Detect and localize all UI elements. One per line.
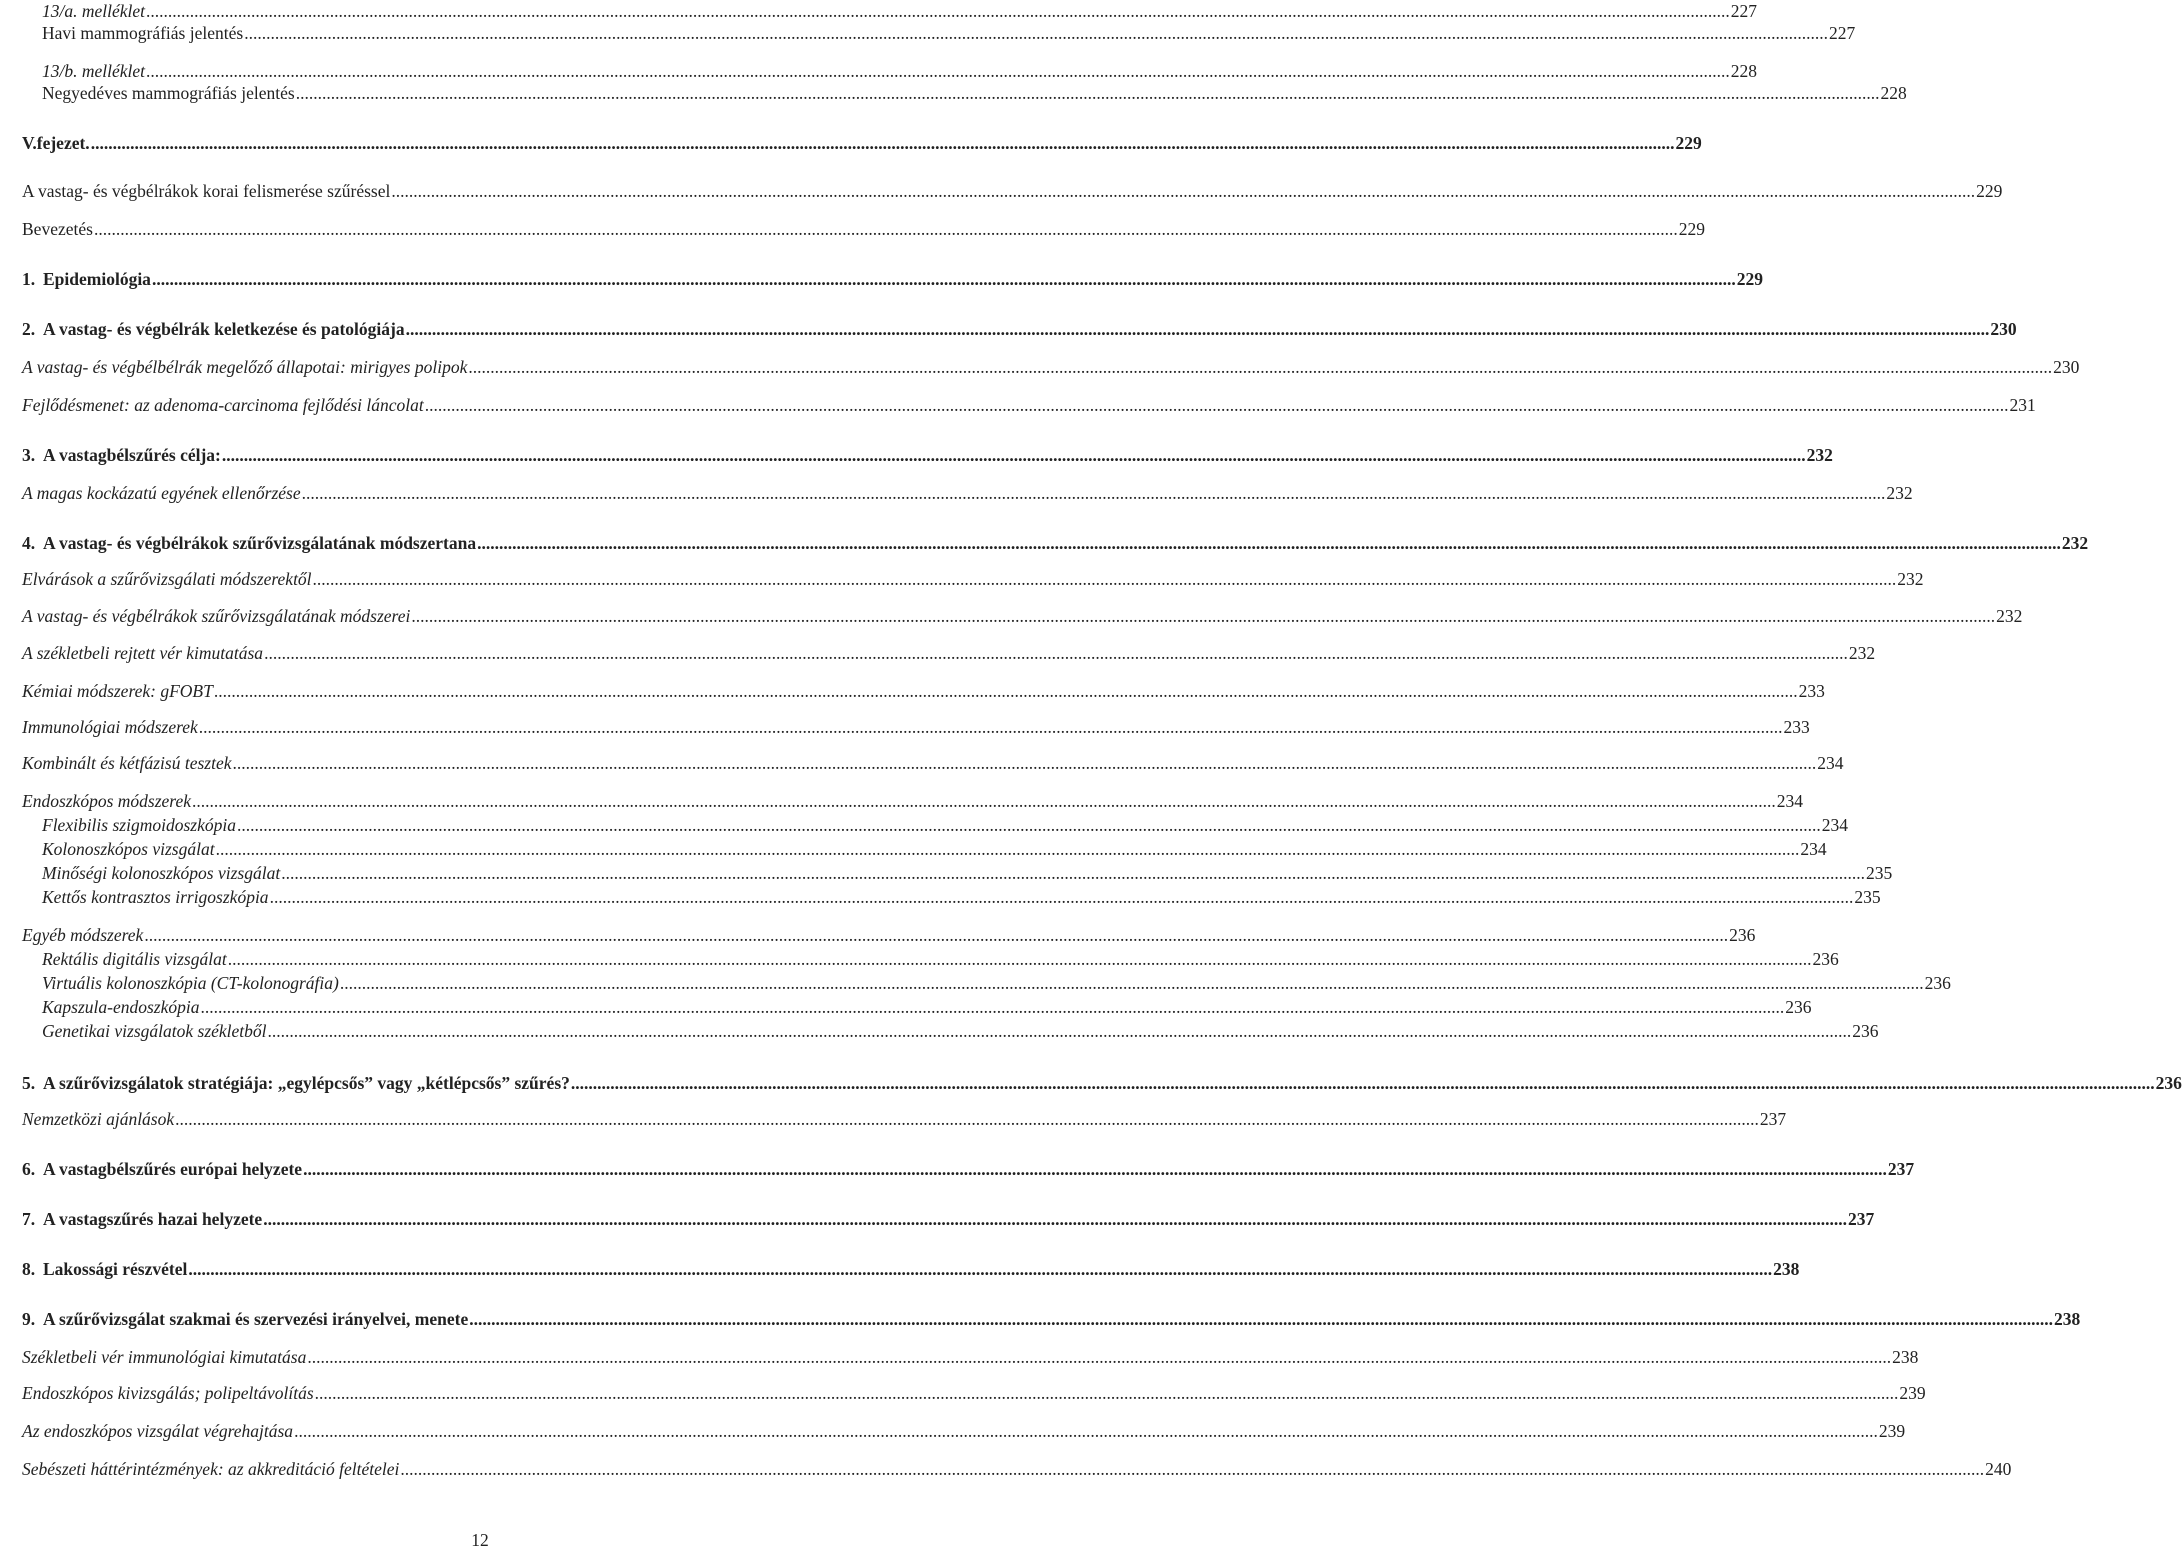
toc-entry-page: 235 bbox=[1865, 863, 1893, 883]
dot-leader bbox=[228, 948, 1812, 970]
toc-entry-title: Endoszkópos kivizsgálás; polipeltávolítás bbox=[22, 1383, 314, 1403]
toc-entry-page: 228 bbox=[1880, 83, 1907, 103]
toc-entry[interactable] bbox=[22, 1382, 1926, 1404]
dot-leader bbox=[469, 1308, 2053, 1330]
toc-entry[interactable] bbox=[42, 1020, 1879, 1042]
toc-entry-page: 229 bbox=[1976, 181, 2003, 201]
toc-entry-title: Havi mammográfiás jelentés bbox=[42, 23, 244, 43]
dot-leader bbox=[270, 886, 1854, 908]
toc-entry-title: A vastag- és végbélrák keletkezése és patológiája bbox=[43, 319, 405, 339]
dot-leader bbox=[411, 605, 1995, 627]
toc-entry[interactable] bbox=[22, 180, 2003, 202]
toc-entry[interactable] bbox=[22, 1072, 2182, 1094]
toc-entry-title: Az endoszkópos vizsgálat végrehajtása bbox=[22, 1421, 294, 1441]
toc-entry-page: 234 bbox=[1800, 839, 1827, 859]
toc-entry-page: 232 bbox=[1886, 483, 1913, 503]
toc-entry-title: Epidemiológia bbox=[43, 269, 151, 289]
dot-leader bbox=[146, 0, 1730, 22]
toc-entry-title: Flexibilis szigmoidoszkópia bbox=[42, 815, 236, 835]
toc-entry-page: 237 bbox=[1847, 1209, 1875, 1229]
dot-leader bbox=[152, 268, 1736, 290]
dot-leader bbox=[216, 838, 1800, 860]
toc-entry-page: 229 bbox=[1678, 219, 1705, 239]
toc-entry[interactable] bbox=[22, 790, 1803, 812]
dot-leader bbox=[296, 82, 1880, 104]
toc-entry-page: 233 bbox=[1798, 681, 1825, 701]
toc-entry-number: 7. bbox=[22, 1209, 36, 1229]
toc-entry-number: 6. bbox=[22, 1159, 36, 1179]
toc-entry-title: Kémiai módszerek: gFOBT bbox=[22, 681, 213, 701]
toc-entry-page: 236 bbox=[1812, 949, 1839, 969]
toc-entry-title: Elvárások a szűrővizsgálati módszerektől bbox=[22, 569, 312, 589]
toc-entry-title: A szűrővizsgálat szakmai és szervezési irányelvei, menete bbox=[43, 1309, 469, 1329]
toc-entry-title: A vastag- és végbélrákok korai felismerése szűréssel bbox=[22, 181, 391, 201]
toc-entry-number: 5. bbox=[22, 1073, 36, 1093]
toc-entry-title: A magas kockázatú egyének ellenőrzése bbox=[22, 483, 301, 503]
toc-entry[interactable] bbox=[42, 60, 1758, 82]
dot-leader bbox=[146, 60, 1730, 82]
toc-entry[interactable] bbox=[22, 1258, 1800, 1280]
toc-entry-page: 238 bbox=[2053, 1309, 2081, 1329]
dot-leader bbox=[144, 924, 1728, 946]
page-number: 12 bbox=[471, 1530, 489, 1550]
toc-entry-page: 228 bbox=[1730, 61, 1758, 81]
toc-entry-title: Nemzetközi ajánlások bbox=[22, 1109, 175, 1129]
toc-entry[interactable] bbox=[22, 568, 1924, 590]
toc-entry[interactable] bbox=[42, 862, 1893, 884]
toc-entry-page: 227 bbox=[1730, 1, 1758, 21]
toc-entry-title: A vastagbélszűrés célja: bbox=[43, 445, 221, 465]
toc-entry[interactable] bbox=[22, 1308, 2081, 1330]
dot-leader bbox=[264, 642, 1848, 664]
dot-leader bbox=[313, 568, 1897, 590]
dot-leader bbox=[201, 996, 1785, 1018]
dot-leader bbox=[571, 1072, 2155, 1094]
toc-entry-page: 237 bbox=[1887, 1159, 1915, 1179]
toc-entry-page: 229 bbox=[1736, 269, 1763, 289]
dot-leader bbox=[303, 1158, 1887, 1180]
toc-entry-title: A vastag- és végbélrákok szűrővizsgálatának módszerei bbox=[22, 606, 411, 626]
toc-entry-title: Egyéb módszerek bbox=[22, 925, 144, 945]
toc-entry[interactable] bbox=[22, 1458, 2012, 1480]
dot-leader bbox=[91, 132, 1675, 154]
dot-leader bbox=[477, 532, 2061, 554]
dot-leader bbox=[307, 1346, 1891, 1368]
toc-entry-page: 239 bbox=[1899, 1383, 1926, 1403]
toc-entry-title: Kombinált és kétfázisú tesztek bbox=[22, 753, 232, 773]
toc-entry[interactable] bbox=[22, 1346, 1919, 1368]
dot-leader bbox=[315, 1382, 1899, 1404]
toc-entry[interactable] bbox=[42, 996, 1812, 1018]
toc-entry-title: 13/a. melléklet bbox=[42, 1, 146, 21]
toc-entry-page: 238 bbox=[1892, 1347, 1919, 1367]
toc-entry-title: Virtuális kolonoszkópia (CT-kolonográfia) bbox=[42, 973, 339, 993]
toc-entry[interactable] bbox=[42, 82, 1907, 104]
toc-entry-title: 13/b. melléklet bbox=[42, 61, 146, 81]
toc-entry-page: 237 bbox=[1759, 1109, 1787, 1129]
toc-entry[interactable] bbox=[22, 1420, 1906, 1442]
toc-entry-page: 232 bbox=[1848, 643, 1876, 663]
toc-entry-title: Minőségi kolonoszkópos vizsgálat bbox=[42, 863, 281, 883]
toc-entry-page: 229 bbox=[1675, 133, 1702, 153]
toc-entry-title: A vastagbélszűrés európai helyzete bbox=[43, 1159, 303, 1179]
toc-entry-page: 239 bbox=[1878, 1421, 1906, 1441]
toc-entry-page: 234 bbox=[1776, 791, 1803, 811]
toc-entry-title: Kolonoszkópos vizsgálat bbox=[42, 839, 215, 859]
toc-entry[interactable] bbox=[22, 444, 1833, 466]
toc-entry-title: A vastagszűrés hazai helyzete bbox=[43, 1209, 263, 1229]
dot-leader bbox=[406, 318, 1990, 340]
toc-entry-page: 232 bbox=[2061, 533, 2089, 553]
toc-entry-title: Bevezetés bbox=[22, 219, 93, 239]
toc-entry-title: A szűrővizsgálatok stratégiája: „egylépcsős” vagy „kétlépcsős” szűrés? bbox=[43, 1073, 570, 1093]
dot-leader bbox=[425, 394, 2009, 416]
toc-entry[interactable] bbox=[22, 132, 1702, 154]
dot-leader bbox=[199, 716, 1783, 738]
toc-entry[interactable] bbox=[22, 605, 2023, 627]
toc-entry[interactable] bbox=[42, 838, 1827, 860]
toc-entry-page: 236 bbox=[1852, 1021, 1879, 1041]
toc-entry-title: Genetikai vizsgálatok székletből bbox=[42, 1021, 267, 1041]
toc-entry[interactable] bbox=[22, 1208, 1875, 1230]
dot-leader bbox=[175, 1108, 1759, 1130]
toc-entry-number: 4. bbox=[22, 533, 36, 553]
toc-entry[interactable] bbox=[22, 532, 2089, 554]
toc-entry-page: 236 bbox=[1729, 925, 1756, 945]
dot-leader bbox=[233, 752, 1817, 774]
toc-entry-number: 3. bbox=[22, 445, 36, 465]
toc-entry[interactable] bbox=[22, 268, 1763, 290]
toc-entry[interactable] bbox=[22, 394, 2036, 416]
toc-entry[interactable] bbox=[42, 886, 1881, 908]
dot-leader bbox=[294, 1420, 1878, 1442]
toc-entry-title: Endoszkópos módszerek bbox=[22, 791, 191, 811]
toc-entry-title: Rektális digitális vizsgálat bbox=[42, 949, 227, 969]
toc-entry[interactable] bbox=[22, 752, 1844, 774]
toc-entry-page: 236 bbox=[1924, 973, 1951, 993]
dot-leader bbox=[400, 1458, 1984, 1480]
toc-entry-page: 238 bbox=[1773, 1259, 1800, 1279]
toc-entry-page: 234 bbox=[1817, 753, 1844, 773]
dot-leader bbox=[268, 1020, 1852, 1042]
dot-leader bbox=[391, 180, 1975, 202]
dot-leader bbox=[468, 356, 2052, 378]
toc-entry-page: 232 bbox=[1806, 445, 1833, 465]
toc-entry-number: 1. bbox=[22, 269, 36, 289]
toc-entry-title: A vastag- és végbélrákok szűrővizsgálatának módszertana bbox=[43, 533, 477, 553]
toc-entry-page: 234 bbox=[1821, 815, 1848, 835]
dot-leader bbox=[244, 22, 1828, 44]
dot-leader bbox=[214, 680, 1798, 702]
toc-entry-page: 232 bbox=[1996, 606, 2023, 626]
toc-entry-title: Immunológiai módszerek bbox=[22, 717, 198, 737]
toc-entry-title: Negyedéves mammográfiás jelentés bbox=[42, 83, 295, 103]
toc-entry-page: 236 bbox=[1785, 997, 1812, 1017]
toc-entry[interactable] bbox=[42, 814, 1848, 836]
toc-entry-page: 240 bbox=[1985, 1459, 2012, 1479]
toc-entry[interactable] bbox=[22, 218, 1705, 240]
dot-leader bbox=[237, 814, 1821, 836]
dot-leader bbox=[263, 1208, 1847, 1230]
toc-entry-page: 235 bbox=[1854, 887, 1881, 907]
dot-leader bbox=[192, 790, 1776, 812]
toc-entry-page: 232 bbox=[1897, 569, 1924, 589]
toc-entry-title: Lakossági részvétel bbox=[43, 1259, 188, 1279]
dot-leader bbox=[340, 972, 1924, 994]
toc-entry-title: A székletbeli rejtett vér kimutatása bbox=[22, 643, 264, 663]
toc-entry-page: 233 bbox=[1783, 717, 1810, 737]
toc-entry[interactable] bbox=[22, 716, 1810, 738]
toc-entry[interactable] bbox=[22, 356, 2080, 378]
toc-entry-number: 9. bbox=[22, 1309, 36, 1329]
dot-leader bbox=[188, 1258, 1772, 1280]
toc-entry-page: 230 bbox=[2053, 357, 2080, 377]
dot-leader bbox=[302, 482, 1886, 504]
toc-entry-page: 231 bbox=[2009, 395, 2036, 415]
toc-entry-title: V.fejezet. bbox=[22, 133, 90, 153]
toc-entry-title: Székletbeli vér immunológiai kimutatása bbox=[22, 1347, 307, 1367]
toc-entry[interactable] bbox=[22, 680, 1825, 702]
toc-entry-page: 230 bbox=[1990, 319, 2017, 339]
toc-entry-page: 227 bbox=[1828, 23, 1856, 43]
toc-entry-title: A vastag- és végbélbélrák megelőző állapotai: mirigyes polipok bbox=[22, 357, 468, 377]
toc-entry[interactable] bbox=[42, 22, 1856, 44]
toc-entry-number: 8. bbox=[22, 1259, 36, 1279]
toc-entry[interactable] bbox=[42, 972, 1951, 994]
toc-entry[interactable] bbox=[42, 0, 1758, 22]
toc-entry[interactable] bbox=[22, 642, 1876, 664]
toc-entry[interactable] bbox=[22, 924, 1756, 946]
toc-entry-title: Kettős kontrasztos irrigoszkópia bbox=[42, 887, 269, 907]
toc-entry-number: 2. bbox=[22, 319, 36, 339]
toc-entry-title: Kapszula-endoszkópia bbox=[42, 997, 200, 1017]
dot-leader bbox=[94, 218, 1678, 240]
toc-entry[interactable] bbox=[22, 1158, 1915, 1180]
toc-entry[interactable] bbox=[22, 1108, 1787, 1130]
toc-entry[interactable] bbox=[22, 318, 2017, 340]
dot-leader bbox=[222, 444, 1806, 466]
toc-entry[interactable] bbox=[22, 482, 1913, 504]
toc-entry[interactable] bbox=[42, 948, 1839, 970]
toc-entry-page: 236 bbox=[2155, 1073, 2182, 1093]
dot-leader bbox=[281, 862, 1865, 884]
toc-entry-title: Sebészeti háttérintézmények: az akkreditáció feltételei bbox=[22, 1459, 400, 1479]
toc-entry-title: Fejlődésmenet: az adenoma-carcinoma fejlődési láncolat bbox=[22, 395, 424, 415]
